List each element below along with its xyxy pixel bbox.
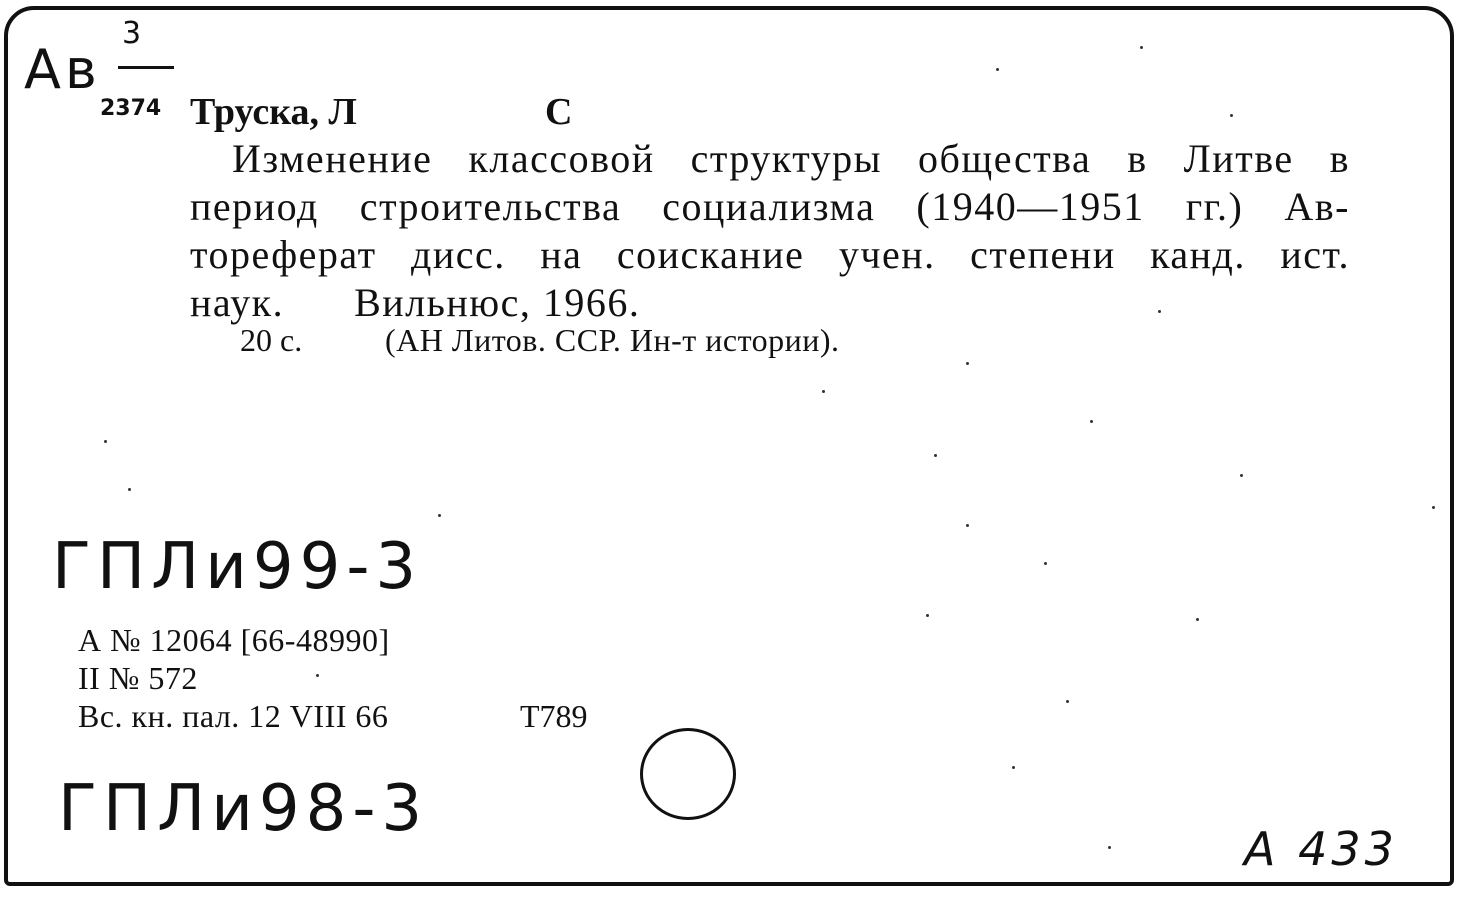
title-line-2: период строительства социализма (1940—1951 гг.) Ав- <box>190 184 1350 229</box>
scan-speck <box>934 454 937 457</box>
scan-speck <box>1432 506 1435 509</box>
registry-accession-line: А № 12064 [66-48990] <box>78 622 390 658</box>
publication-place-year: Вильнюс, 1966. <box>354 280 641 325</box>
scan-speck <box>966 524 969 527</box>
corner-handwritten-mark: А 433 <box>1244 822 1398 876</box>
scan-speck <box>1196 618 1199 621</box>
scan-speck <box>1230 114 1233 117</box>
circle-stamp-icon <box>640 728 736 820</box>
scan-speck <box>822 390 825 393</box>
shelf-mark-primary: ГПЛи99-3 <box>52 530 423 604</box>
author-initial: С <box>545 91 573 133</box>
author-heading: Труска, Л <box>190 91 357 133</box>
scan-speck <box>1044 562 1047 565</box>
title-line-4 <box>190 279 1350 327</box>
scan-speck <box>438 514 441 517</box>
scan-speck <box>1012 766 1015 769</box>
scan-speck <box>926 614 929 617</box>
page-count: 20 с. <box>240 322 303 358</box>
call-number-fraction-bottom: 2374 <box>100 96 162 121</box>
scan-speck <box>1066 700 1069 703</box>
call-number-fraction-top: 3 <box>122 16 146 51</box>
scan-speck <box>1140 46 1143 49</box>
scan-speck <box>1158 310 1161 313</box>
scan-speck <box>1090 420 1093 423</box>
registry-chamber-line: Вс. кн. пал. 12 VIII 66 <box>78 698 389 734</box>
scan-speck <box>128 488 131 491</box>
bibliographic-description <box>190 135 1350 327</box>
print-code: Т789 <box>520 698 588 734</box>
title-line-3: тореферат дисс. на соискание учен. степени канд. ист. <box>190 232 1350 277</box>
call-number-fraction-bar <box>118 66 174 69</box>
scan-speck <box>1108 846 1111 849</box>
scan-speck <box>316 674 319 677</box>
scan-speck <box>966 362 969 365</box>
degree-field: наук. <box>190 280 285 325</box>
title-line-1: Изменение классовой структуры общества в Литве в <box>232 136 1350 181</box>
series-note: (АН Литов. ССР. Ин-т истории). <box>385 322 840 358</box>
call-number-prefix: Ав <box>24 38 101 101</box>
registry-number-line: II № 572 <box>78 660 198 696</box>
scan-speck <box>996 68 999 71</box>
scan-speck <box>1240 474 1243 477</box>
scan-speck <box>104 440 107 443</box>
shelf-mark-secondary: ГПЛи98-3 <box>58 772 429 846</box>
